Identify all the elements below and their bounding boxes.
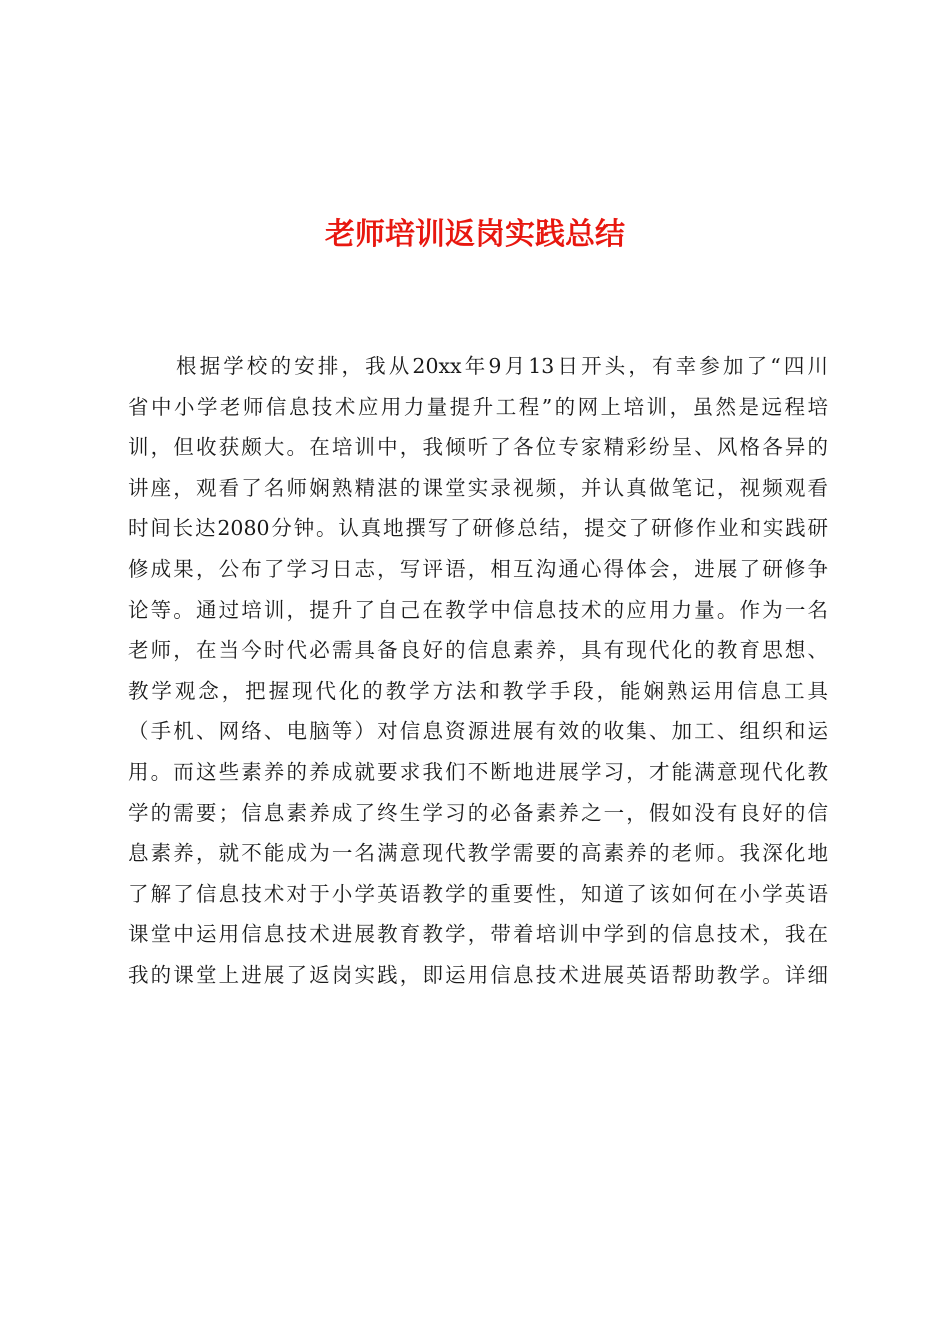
paragraph-line: （手机、网络、电脑等）对信息资源进展有效的收集、加工、组织和运 — [128, 719, 828, 744]
paragraph-line: 用。而这些素养的养成就要求我们不断地进展学习，才能满意现代化教 — [128, 759, 828, 784]
document-title: 老师培训返岗实践总结 — [325, 217, 625, 252]
paragraph-line: 时间长达2080分钟。认真地撰写了研修总结，提交了研修作业和实践研 — [128, 516, 828, 541]
paragraph-line: 根据学校的安排，我从20xx年9月13日开头，有幸参加了“四川 — [176, 354, 828, 378]
paragraph-line: 课堂中运用信息技术进展教育教学，带着培训中学到的信息技术，我在 — [128, 922, 828, 947]
paragraph-line: 老师，在当今时代必需具备良好的信息素养，具有现代化的教育思想、 — [128, 638, 828, 663]
paragraph-line: 我的课堂上进展了返岗实践，即运用信息技术进展英语帮助教学。详细 — [128, 962, 828, 987]
paragraph-line: 讲座，观看了名师娴熟精湛的课堂实录视频，并认真做笔记，视频观看 — [128, 475, 828, 500]
paragraph-line: 息素养，就不能成为一名满意现代教学需要的高素养的老师。我深化地 — [128, 841, 828, 866]
paragraph-line: 学的需要；信息素养成了终生学习的必备素养之一，假如没有良好的信 — [128, 800, 828, 825]
paragraph-line: 论等。通过培训，提升了自己在教学中信息技术的应用力量。作为一名 — [128, 597, 828, 622]
paragraph-line: 了解了信息技术对于小学英语教学的重要性，知道了该如何在小学英语 — [128, 881, 828, 906]
paragraph-line: 省中小学老师信息技术应用力量提升工程”的网上培训，虽然是远程培 — [128, 394, 828, 419]
body-paragraph — [128, 346, 828, 996]
paragraph-line: 修成果，公布了学习日志，写评语，相互沟通心得体会，进展了研修争 — [128, 556, 828, 581]
paragraph-line: 教学观念，把握现代化的教学方法和教学手段，能娴熟运用信息工具 — [128, 678, 828, 703]
paragraph-line: 训，但收获颇大。在培训中，我倾听了各位专家精彩纷呈、风格各异的 — [128, 435, 828, 460]
